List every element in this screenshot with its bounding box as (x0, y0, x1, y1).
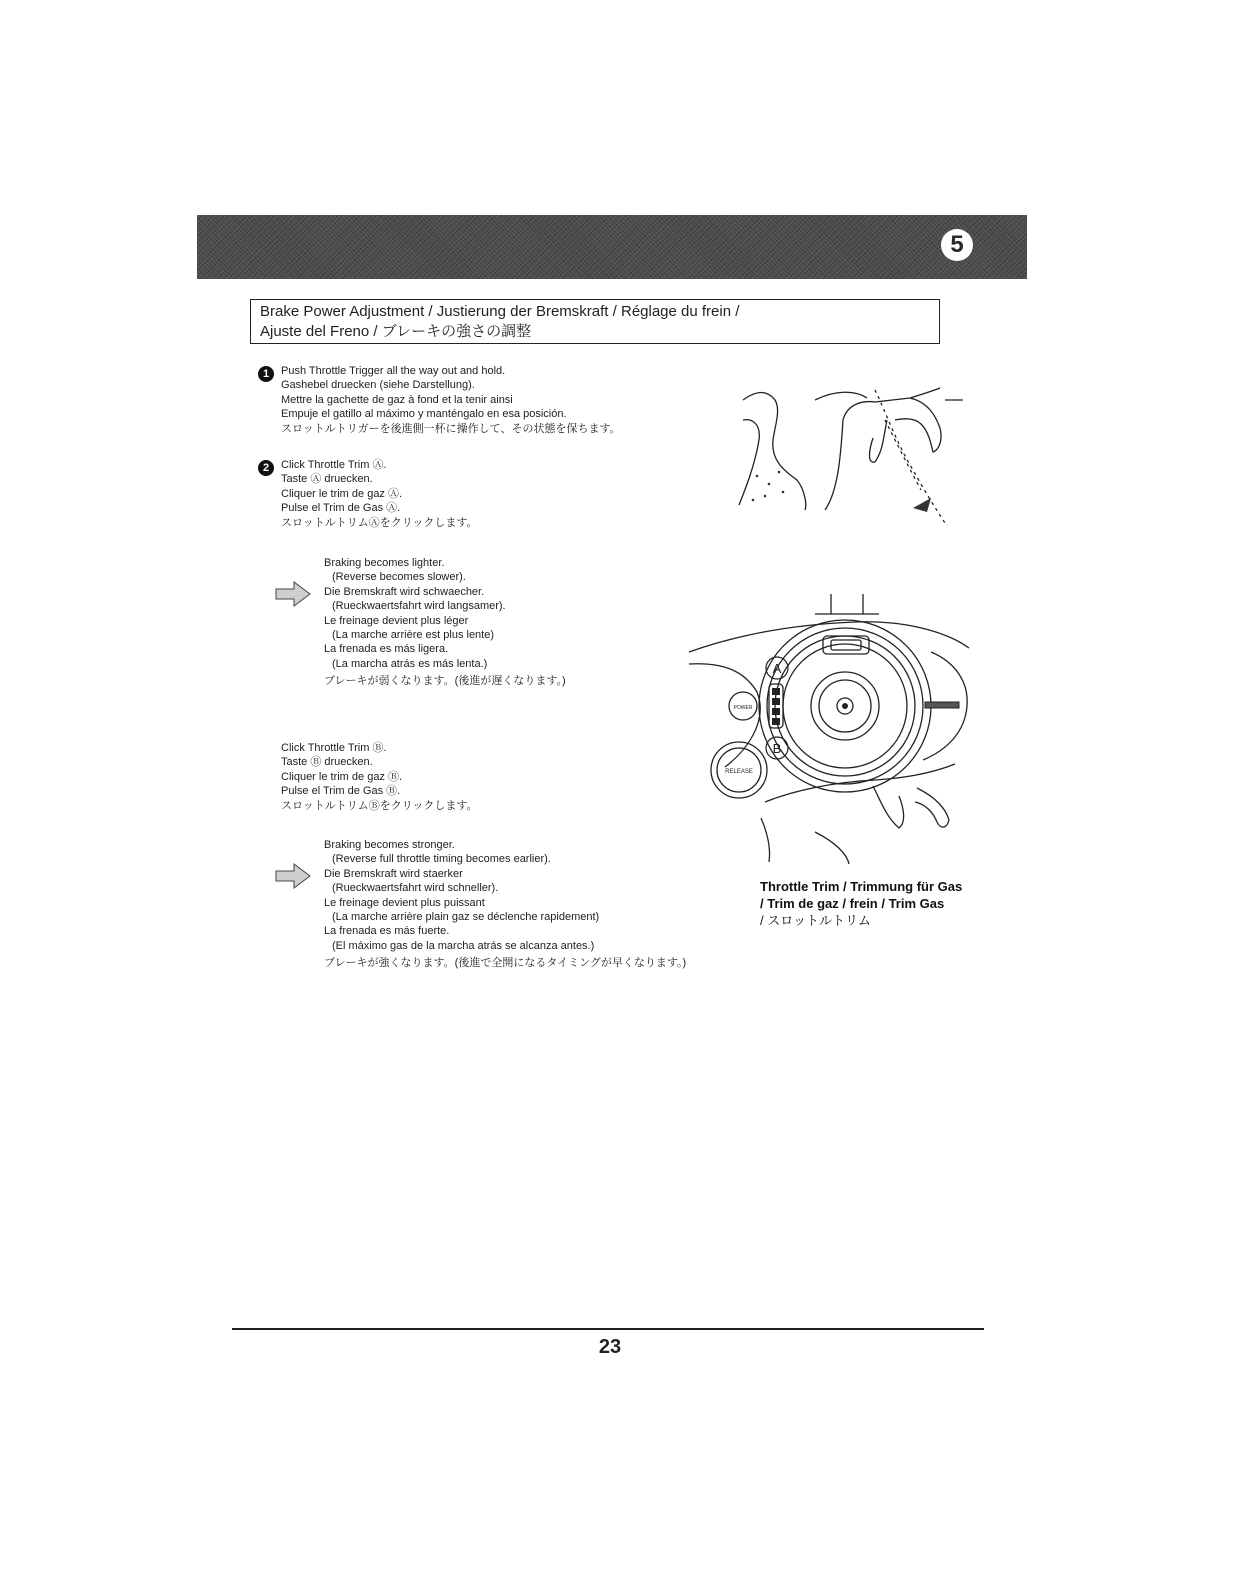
step3-line: Taste Ⓑ druecken. (281, 756, 373, 769)
caption-line: Throttle Trim / Trimmung für Gas (760, 879, 963, 894)
step1-line: Gashebel druecken (siehe Darstellung). (281, 379, 475, 392)
footer-rule (232, 1328, 984, 1330)
result-b-line: ブレーキが強くなります。(後進で全開になるタイミングが早くなります。) (324, 957, 687, 970)
step2-line: Taste Ⓐ druecken. (281, 473, 373, 486)
step2-line: Click Throttle Trim Ⓐ. (281, 459, 387, 471)
trim-a-label: A (772, 661, 782, 676)
step3-line: スロットルトリムⒷをクリックします。 (281, 799, 478, 812)
result-a-line: (Reverse becomes slower). (332, 571, 466, 584)
step2-text (281, 458, 477, 530)
result-b-line: (Rueckwaertsfahrt wird schneller). (332, 882, 499, 895)
arrow-right-icon (274, 580, 312, 608)
step1-line: Empuje el gatillo al máximo y manténgalo en esa posición. (281, 408, 567, 421)
throttle-trigger-illustration (735, 380, 965, 540)
result-a-line: ブレーキが弱くなります。(後進が遅くなります。) (324, 675, 566, 688)
caption-line: / Trim de gaz / frein / Trim Gas (760, 896, 945, 911)
release-button-label: RELEASE (725, 769, 753, 775)
caption-line: / スロットルトリム (760, 913, 871, 928)
section-banner (197, 215, 1027, 279)
arrow-right-icon (274, 862, 312, 890)
section-title-box (250, 299, 940, 344)
result-b-line: (El máximo gas de la marcha atrás se alcanza antes.) (332, 939, 595, 952)
figure-caption (760, 878, 962, 929)
section-title-line1: Brake Power Adjustment / Justierung der Bremskraft / Réglage du frein / (260, 303, 740, 320)
step2-line: スロットルトリムⒶをクリックします。 (281, 516, 478, 529)
step3-text (281, 741, 477, 813)
step-number-badge: 1 (258, 366, 274, 382)
result-b-line: Die Bremskraft wird staerker (324, 867, 463, 880)
result-b-line: La frenada es más fuerte. (324, 925, 450, 938)
result-a-line: (La marcha atrás es más lenta.) (332, 657, 488, 670)
result-b-line: (La marche arrière plain gaz se déclenche rapidement) (332, 911, 600, 924)
transmitter-trim-illustration (685, 592, 975, 867)
power-button-label: POWER (733, 705, 753, 711)
step2-marker (258, 458, 274, 476)
page-number: 23 (598, 1336, 622, 1358)
result-a-line: (La marche arrière est plus lente) (332, 629, 495, 642)
step-number-badge: 2 (258, 460, 274, 476)
section-title-line2: Ajuste del Freno / ブレーキの強さの調整 (260, 323, 532, 340)
step1-line: Mettre la gachette de gaz à fond et la tenir ainsi (281, 393, 513, 406)
result-a-line: Braking becomes lighter. (324, 557, 445, 569)
step1-marker (258, 364, 274, 382)
step2-line: Pulse el Trim de Gas Ⓐ. (281, 502, 401, 515)
step2-line: Cliquer le trim de gaz Ⓐ. (281, 487, 403, 500)
step1-line: Push Throttle Trigger all the way out and hold. (281, 365, 506, 377)
result-a-text (324, 556, 566, 689)
result-a-line: Die Bremskraft wird schwaecher. (324, 585, 485, 598)
step1-text (281, 364, 621, 436)
result-a-line: Le freinage devient plus léger (324, 614, 469, 627)
step3-line: Pulse el Trim de Gas Ⓑ. (281, 785, 401, 798)
result-b-line: Le freinage devient plus puissant (324, 896, 485, 909)
step3-line: Cliquer le trim de gaz Ⓑ. (281, 770, 403, 783)
result-a-line: (Rueckwaertsfahrt wird langsamer). (332, 600, 506, 613)
result-a-line: La frenada es más ligera. (324, 643, 449, 656)
step3-line: Click Throttle Trim Ⓑ. (281, 742, 387, 754)
result-b-text (324, 838, 686, 971)
step1-line: スロットルトリガーを後進側一杯に操作して、その状態を保ちます。 (281, 422, 621, 435)
result-b-line: Braking becomes stronger. (324, 839, 455, 851)
section-number-badge: 5 (941, 229, 973, 261)
trim-b-label: B (772, 741, 782, 756)
result-b-line: (Reverse full throttle timing becomes earlier). (332, 853, 551, 866)
